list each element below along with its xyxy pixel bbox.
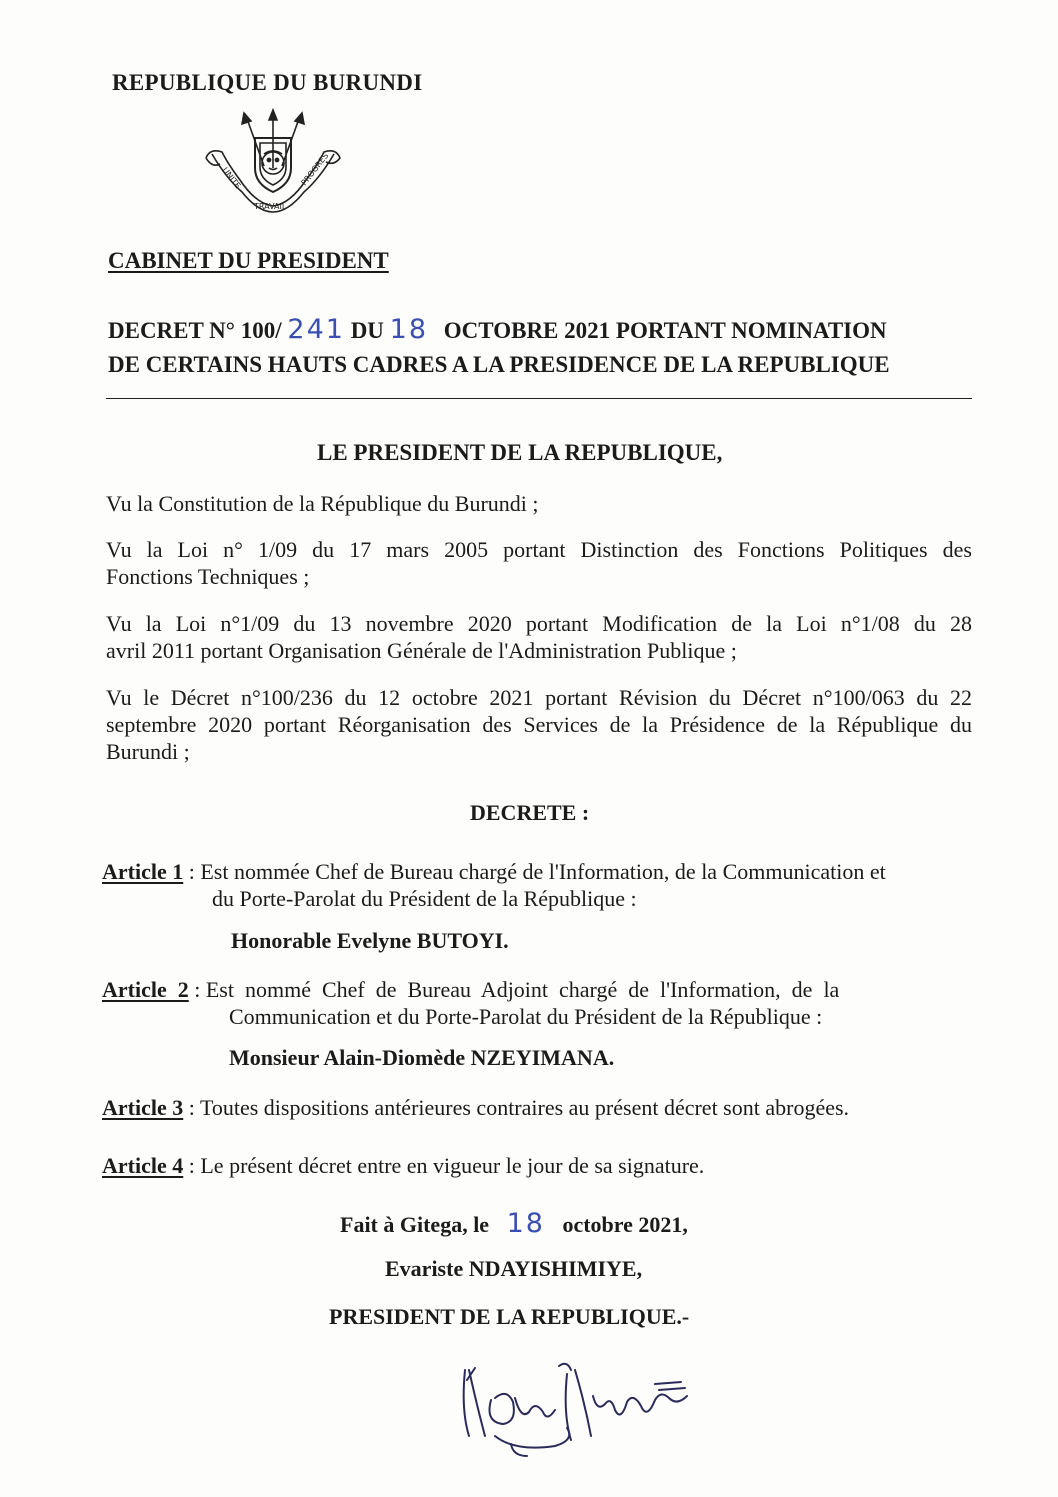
consideration-line: septembre 2020 portant Réorganisation des Services de la Présidence de la République du (106, 712, 972, 737)
signatory-name: Evariste NDAYISHIMIYE, (385, 1256, 643, 1281)
article-text-line1: Est nommée Chef de Bureau chargé de l'Information, de la Communication et (200, 859, 886, 884)
country-heading: REPUBLIQUE DU BURUNDI (112, 70, 423, 95)
decree-du: DU (350, 318, 384, 343)
closing-date: octobre 2021, (562, 1212, 688, 1237)
consideration-2 (106, 536, 972, 590)
decrete-heading: DECRETE : (470, 800, 590, 825)
authority-heading: LE PRESIDENT DE LA REPUBLIQUE, (317, 440, 723, 465)
article-2-appointee: Monsieur Alain-Diomède NZEYIMANA. (229, 1045, 615, 1070)
consideration-line: Burundi ; (106, 739, 190, 764)
consideration-line: Fonctions Techniques ; (106, 564, 310, 589)
article-label: Article 2 (102, 977, 189, 1002)
consideration-line: avril 2011 portant Organisation Générale de l'Administration Publique ; (106, 638, 737, 663)
article-label: Article 3 (102, 1095, 184, 1120)
article-text-line1: Toutes dispositions antérieures contraires au présent décret sont abrogées. (199, 1095, 850, 1120)
consideration-4 (106, 684, 972, 765)
consideration-line: Vu le Décret n°100/236 du 12 octobre 2021 portant Révision du Décret n°100/063 du 22 (106, 685, 972, 710)
consideration-1 (106, 490, 972, 517)
article-text-line1: Est nommé Chef de Bureau Adjoint chargé de l'Information, de la (205, 977, 840, 1002)
article-label: Article 1 (102, 859, 184, 884)
decree-prefix: DECRET N° 100/ (108, 318, 282, 343)
motto-right: PROGRES (299, 151, 331, 188)
article-3 (102, 1094, 849, 1121)
article-text-line1: Le présent décret entre en vigueur le jour de sa signature. (200, 1153, 705, 1178)
article-4 (102, 1152, 704, 1179)
closing-place-date (340, 1208, 688, 1239)
article-label: Article 4 (102, 1153, 184, 1178)
article-sep: : (183, 859, 201, 884)
decree-title-line1 (108, 314, 887, 345)
decree-day-handwritten: 18 (389, 314, 429, 345)
article-1 (102, 858, 972, 885)
office-heading: CABINET DU PRESIDENT (108, 248, 389, 273)
closing-day-handwritten: 18 (506, 1208, 545, 1239)
motto-middle: TRAVAIL (254, 202, 287, 211)
article-sep: : (188, 977, 206, 1002)
decree-number-handwritten: 241 (287, 314, 345, 345)
signature-image (455, 1340, 715, 1460)
closing-place: Fait à Gitega, le (340, 1212, 490, 1237)
consideration-3 (106, 610, 972, 664)
article-sep: : (183, 1095, 200, 1120)
consideration-line: Vu la Loi n° 1/09 du 17 mars 2005 portant Distinction des Fonctions Politiques des (106, 537, 972, 562)
article-1-appointee: Honorable Evelyne BUTOYI. (231, 928, 509, 953)
consideration-line: Vu la Loi n°1/09 du 13 novembre 2020 portant Modification de la Loi n°1/08 du 28 (106, 611, 972, 636)
article-1-line2: du Porte-Parolat du Président de la République : (212, 886, 637, 911)
burundi-coat-of-arms-icon (198, 108, 348, 220)
article-2 (102, 976, 972, 1003)
article-sep: : (183, 1153, 201, 1178)
signatory-role: PRESIDENT DE LA REPUBLIQUE.- (329, 1304, 690, 1329)
title-divider (106, 398, 972, 399)
article-2-line2: Communication et du Porte-Parolat du Président de la République : (229, 1004, 823, 1029)
decree-title-rest: OCTOBRE 2021 PORTANT NOMINATION (443, 318, 887, 343)
consideration-line: Vu la Constitution de la République du Burundi ; (106, 491, 539, 516)
decree-title-line2: DE CERTAINS HAUTS CADRES A LA PRESIDENCE DE LA REPUBLIQUE (108, 352, 890, 377)
motto-left: UNITE (220, 165, 243, 191)
